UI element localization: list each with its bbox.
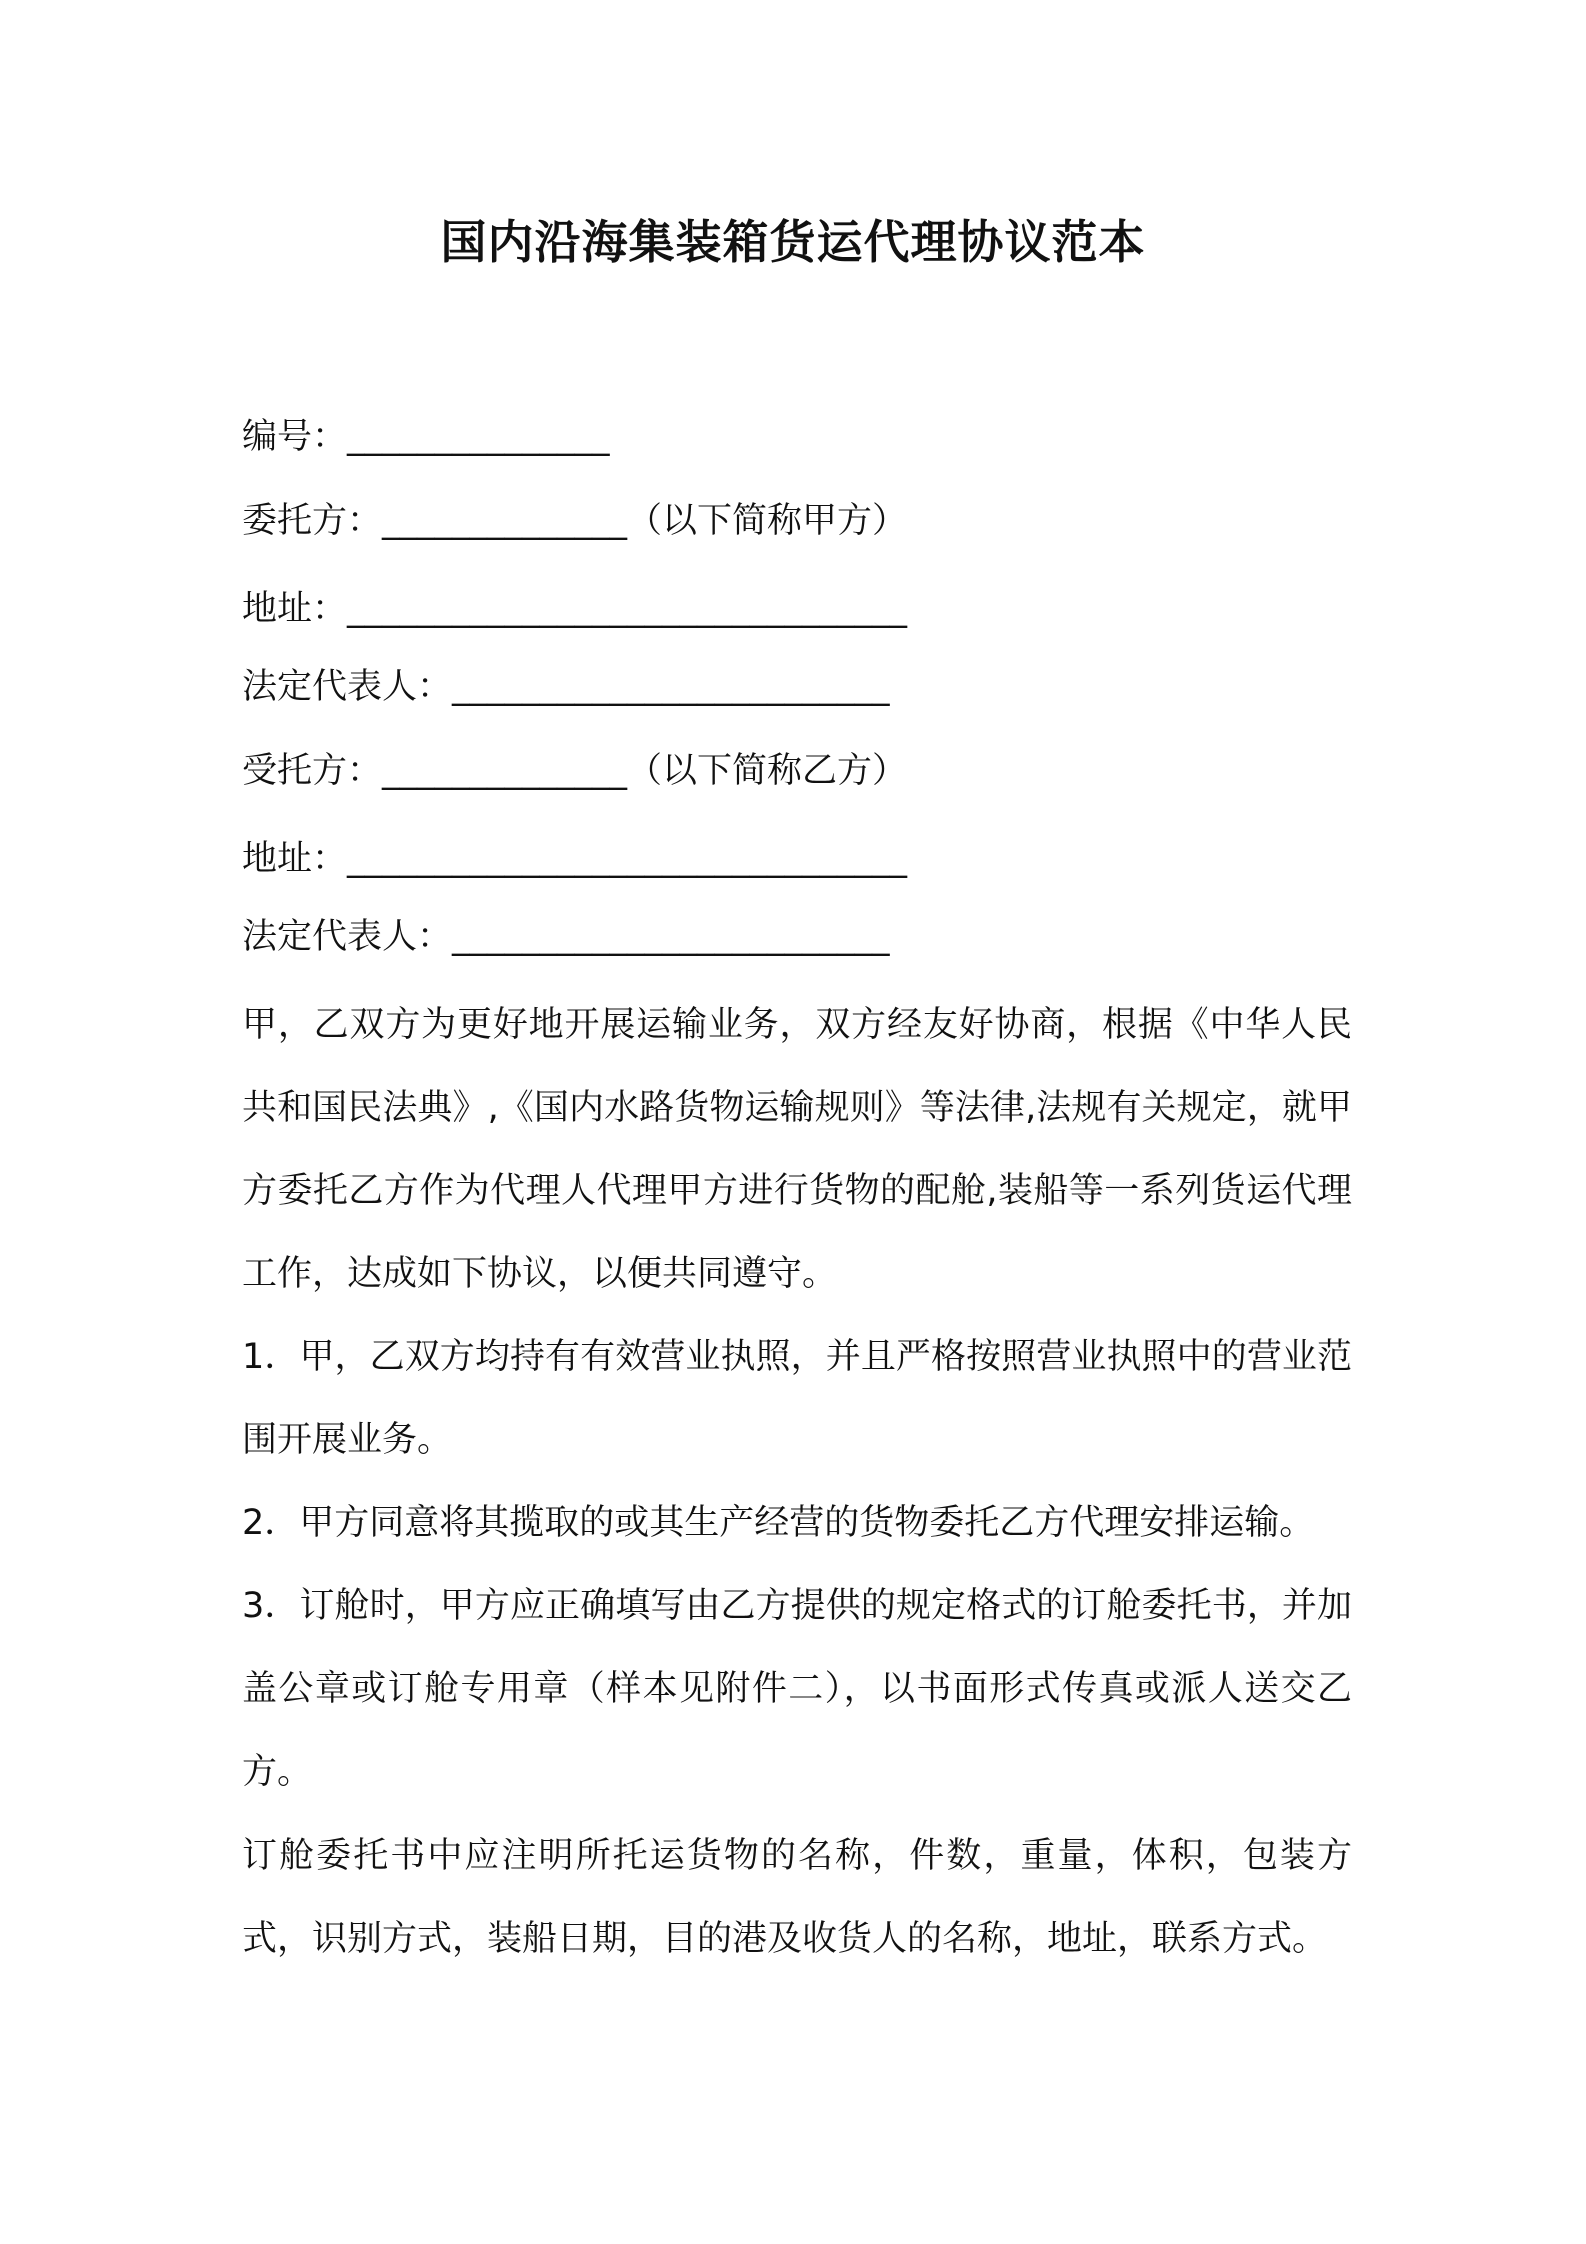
field-agent-address [242, 834, 907, 884]
field-principal [242, 496, 907, 546]
blank-line: _________________________ [452, 917, 890, 957]
field-label: 地址： [242, 839, 348, 879]
field-note: （以下简称甲方） [627, 501, 908, 541]
field-label: 编号： [242, 417, 348, 457]
field-agent-legal-rep [242, 912, 890, 962]
field-label: 受托方： [242, 751, 383, 791]
blank-line: _______________ [347, 417, 610, 457]
paragraph-clause-3: 3．订舱时，甲方应正确填写由乙方提供的规定格式的订舱委托书，并加盖公章或订舱专用章（样本见附件二），以书面形式传真或派人送交乙方。 [242, 1586, 1352, 1792]
field-label: 委托方： [242, 501, 383, 541]
field-note: （以下简称乙方） [627, 751, 908, 791]
blank-line: ________________________________ [347, 839, 908, 879]
blank-line: _________________________ [452, 667, 890, 707]
field-principal-legal-rep [242, 662, 890, 712]
document-title: 国内沿海集装箱货运代理协议范本 [440, 215, 1146, 269]
paragraph-intro: 甲，乙双方为更好地开展运输业务，双方经友好协商，根据《中华人民共和国民法典》,《国内水路货物运输规则》等法律,法规有关规定，就甲方委托乙方作为代理人代理甲方进行货物的配舱,装船等一系列货运代理工作，达成如下协议，以便共同遵守。 [242, 1005, 1352, 1294]
field-label: 法定代表人： [242, 917, 453, 957]
paragraph-clause-3-detail: 订舱委托书中应注明所托运货物的名称，件数，重量，体积，包装方式，识别方式，装船日期，目的港及收货人的名称，地址，联系方式。 [242, 1836, 1352, 1959]
blank-line: ______________ [382, 751, 628, 791]
field-label: 地址： [242, 589, 348, 629]
paragraph-clause-1: 1．甲，乙双方均持有有效营业执照，并且严格按照营业执照中的营业范围开展业务。 [242, 1337, 1352, 1460]
blank-line: ______________ [382, 501, 628, 541]
blank-line: ________________________________ [347, 589, 908, 629]
paragraph-clause-2: 2．甲方同意将其揽取的或其生产经营的货物委托乙方代理安排运输。 [242, 1503, 1315, 1543]
field-agent [242, 746, 907, 796]
field-label: 法定代表人： [242, 667, 453, 707]
field-contract-number [242, 412, 610, 462]
field-principal-address [242, 584, 907, 634]
